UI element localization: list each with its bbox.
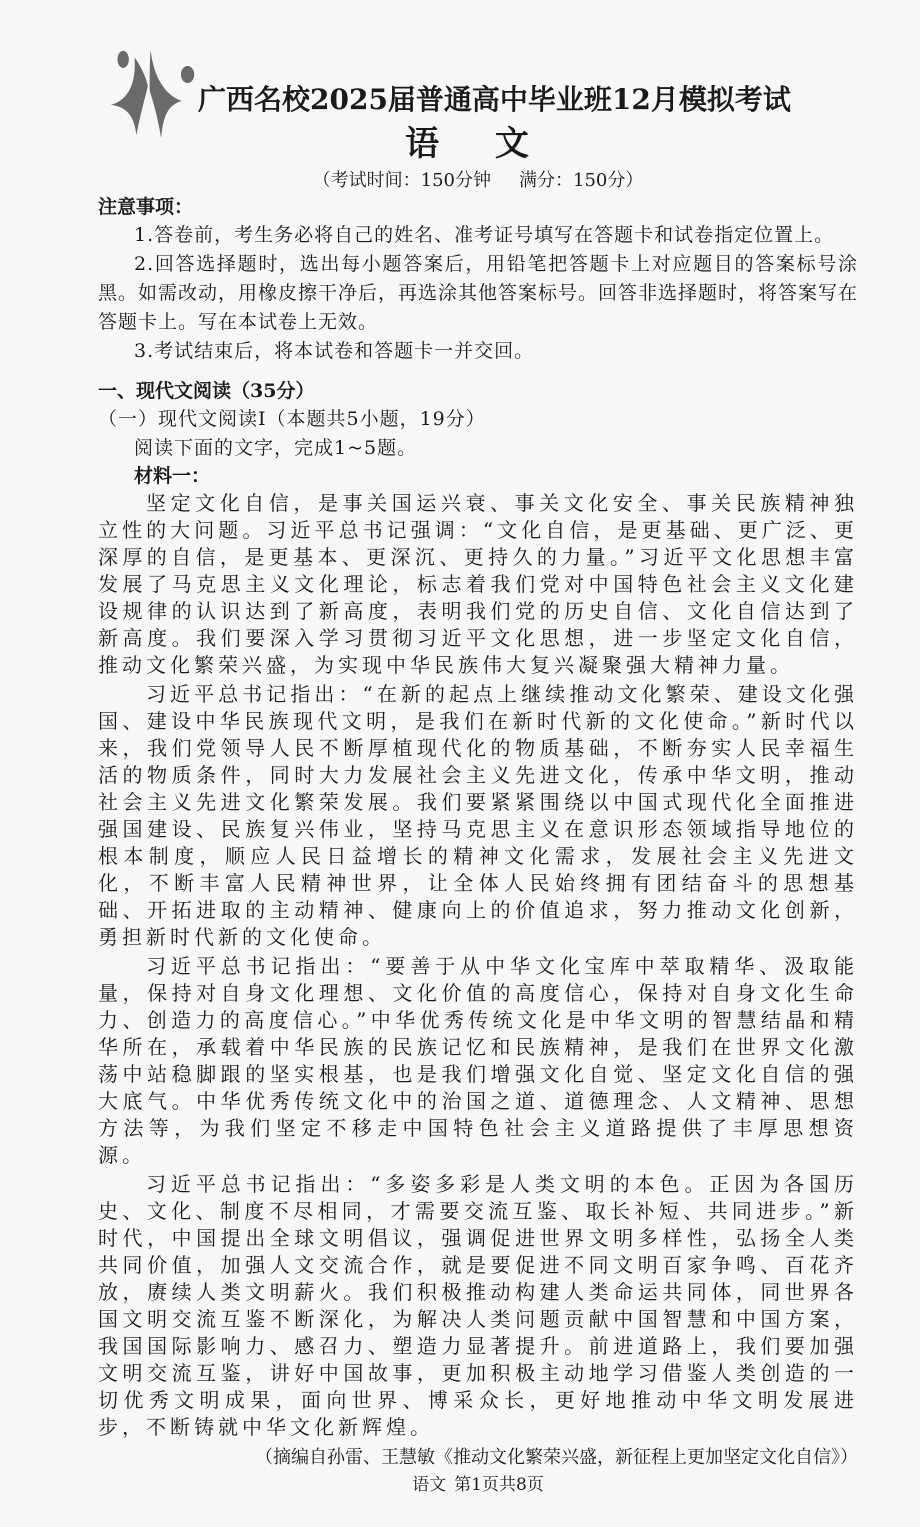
subject-title: 语 文 bbox=[405, 124, 551, 164]
full-score: 满分：150分） bbox=[519, 170, 644, 191]
reading-instruction: 阅读下面的文字，完成1~5题。 bbox=[134, 437, 418, 459]
section-heading: 一、现代文阅读（35分） bbox=[98, 380, 315, 402]
page-number: 第1页共8页 bbox=[454, 1475, 544, 1495]
section-subheading: （一）现代文阅读Ⅰ（本题共5小题，19分） bbox=[98, 408, 486, 430]
paragraph: 习近平总书记指出：“在新的起点上继续推动文化繁荣、建设文化强国、建设中华民族现代文明，是我们在新时代新的文化使命。”新时代以来，我们党领导人民不断厚植现代化的物质基础，不断夯实人民幸福生活的物质条件，同时大力发展社会主义先进文化，传承中华文明，推动社会主义先进文化繁荣发展。我们要紧紧围绕以中国式现代化全面推进强国建设、民族复兴伟业，坚持马克思主义在意识形态领域指导地位的根本制度，顺应人民日益增长的精神文化需求，发展社会主义先进文化，不断丰富人民精神世界，让全体人民始终拥有团结奋斗的思想基础、开拓进取的主动精神、健康向上的价值追求，努力推动文化创新，勇担新时代新的文化使命。 bbox=[98, 682, 858, 949]
paragraph: 坚定文化自信，是事关国运兴衰、事关文化安全、事关民族精神独立性的大问题。习近平总书记强调：“文化自信，是更基础、更广泛、更深厚的自信，是更基本、更深沉、更持久的力量。”习近平文化思想丰富发展了马克思主义文化理论，标志着我们党对中国特色社会主义文化建设规律的认识达到了新高度，表明我们党的历史自信、文化自信达到了新高度。我们要深入学习贯彻习近平文化思想，进一步坚定文化自信，推动文化繁荣兴盛，为实现中华民族伟大复兴凝聚强大精神力量。 bbox=[98, 491, 858, 677]
exam-time: （考试时间：150分钟 bbox=[312, 170, 491, 191]
exam-title: 广西名校2025届普通高中毕业班12月模拟考试 bbox=[198, 83, 791, 116]
notice-item-2: 2.回答选择题时，选出每小题答案后，用铅笔把答题卡上对应题目的答案标号涂黑。如需改动，用橡皮擦干净后，再选涂其他答案标号。回答非选择题时，将答案写在答题卡上。写在本试卷上无效。 bbox=[98, 253, 859, 333]
paragraph: 习近平总书记指出：“要善于从中华文化宝库中萃取精华、汲取能量，保持对自身文化理想、文化价值的高度信心，保持对自身文化生命力、创造力的高度信心。”中华优秀传统文化是中华文明的智慧结晶和精华所在，承载着中华民族的民族记忆和民族精神，是我们在世界文化激荡中站稳脚跟的坚实根基，也是我们增强文化自觉、坚定文化自信的强大底气。中华优秀传统文化中的治国之道、道德理念、人文精神、思想方法等，为我们坚定不移走中国特色社会主义道路提供了丰厚思想资源。 bbox=[98, 954, 858, 1167]
exam-info bbox=[98, 168, 858, 194]
notice-item-1: 1.答卷前，考生务必将自己的姓名、准考证号填写在答题卡和试卷指定位置上。 bbox=[134, 224, 835, 246]
paragraph: 习近平总书记指出：“多姿多彩是人类文明的本色。正因为各国历史、文化、制度不尽相同，才需要交流互鉴、取长补短、共同进步。”新时代，中国提出全球文明倡议，强调促进世界文明多样性，弘扬全人类共同价值，加强人文交流合作，就是要促进不同文明百家争鸣、百花齐放，赓续人类文明薪火。我们积极推动构建人类命运共同体，同世界各国文明交流互鉴不断深化，为解决人类问题贡献中国智慧和中国方案，我国国际影响力、感召力、塑造力显著提升。前进道路上，我们要加强文明交流互鉴，讲好中国故事，更加积极主动地学习借鉴人类创造的一切优秀文明成果，面向世界、博采众长，更好地推动中华文明发展进步，不断铸就中华文化新辉煌。 bbox=[98, 1172, 858, 1439]
exam-page bbox=[98, 0, 858, 1527]
page-footer bbox=[98, 1473, 858, 1497]
citation: （摘编自孙雷、王慧敏《推动文化繁荣兴盛，新征程上更加坚定文化自信》） bbox=[255, 1447, 858, 1468]
notice-item-3: 3.考试结束后，将本试卷和答题卡一并交回。 bbox=[134, 340, 535, 362]
passage-body bbox=[98, 490, 858, 1441]
footer-subject: 语文 bbox=[412, 1475, 447, 1495]
material-label: 材料一： bbox=[134, 465, 211, 487]
notice-heading: 注意事项： bbox=[98, 196, 194, 218]
